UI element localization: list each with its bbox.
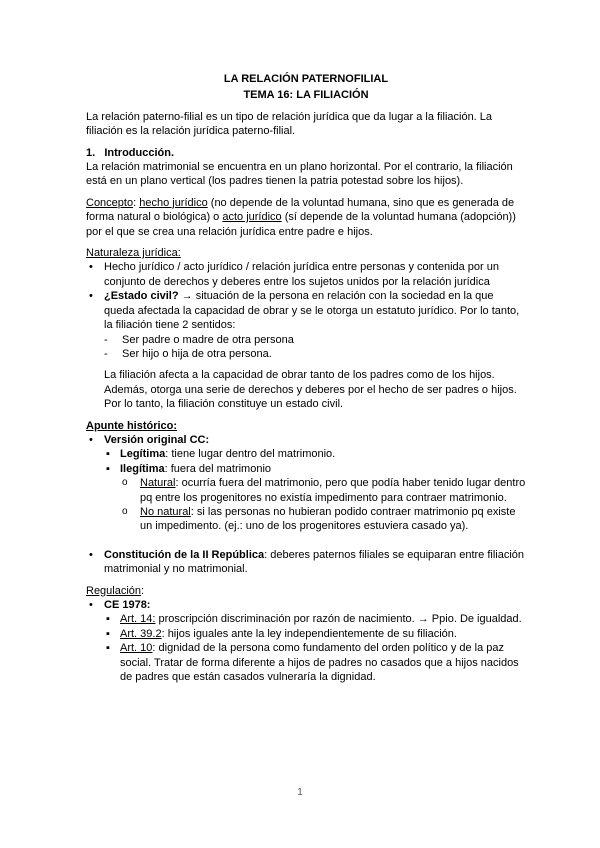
list-item: o Natural: ocurría fuera del matrimonio, pero que podía haber tenido lugar dentro pq entre los progenitores no existía impedimento para contraer matrimonio. — [122, 477, 526, 504]
square-bullet-icon: ▪ — [106, 448, 110, 461]
circle-bullet-icon: o — [122, 477, 128, 489]
section-number: 1. — [86, 146, 96, 159]
page-number: 1 — [297, 787, 303, 798]
naturaleza-paragraph: La filiación afecta a la capacidad de obrar tanto de los padres como de los hijos. Además, otorga una serie de derechos y deberes por el hecho de ser padres o hijos. Por lo tanto, la filiación constituye un estado civil. — [104, 369, 517, 411]
list-item: - Ser hijo o hija de otra persona. — [104, 347, 272, 360]
bullet-icon: • — [89, 290, 93, 303]
list-item: • ¿Estado civil? → situación de la persona en relación con la sociedad en la que queda afectada la capacidad de obrar y se le otorga un estatuto jurídico. Por lo tanto, la filiación tiene 2 sentidos: — [89, 290, 520, 332]
naturaleza-heading: Naturaleza jurídica: — [86, 247, 181, 260]
list-item: • Hecho jurídico / acto jurídico / relación jurídica entre personas y contenida por un conjunto de derechos y deberes entre los sujetos unidos por la relación jurídica — [89, 261, 499, 288]
square-bullet-icon: ▪ — [106, 462, 110, 475]
concepto-paragraph: Concepto: hecho jurídico (no depende de la voluntad humana, sino que es generada de forma natural o biológica) o acto jurídico (sí depende de la voluntad humana (adopción)) por el que se crea una relación jurídica entre padre e hijos. — [86, 196, 516, 238]
list-item: • Versión original CC: — [89, 433, 210, 446]
list-item: - Ser padre o madre de otra persona — [104, 333, 294, 346]
list-item: ▪ Art. 10: dignidad de la persona como fundamento del orden político y de la paz social. Tratar de forma diferente a hijos de padres no casados que a hijos nacidos de padres que están casados vulneraría la dignidad. — [106, 642, 519, 684]
bullet-icon: • — [89, 548, 93, 561]
hecho-juridico-term: hecho jurídico — [139, 196, 208, 209]
regulacion-heading: Regulación: — [86, 584, 145, 597]
square-bullet-icon: ▪ — [106, 627, 110, 640]
section-title: Introducción. — [104, 146, 175, 159]
apunte-heading: Apunte histórico: — [86, 419, 178, 432]
section-introduccion-text: La relación matrimonial se encuentra en un plano horizontal. Por el contrario, la filiación está en un plano vertical (los padres tienen la patria potestad sobre los hijos). — [86, 161, 513, 188]
intro-paragraph: La relación paterno-filial es un tipo de relación jurídica que da lugar a la filiación. La filiación es la relación jurídica paterno-filial. — [86, 110, 493, 138]
list-item: ▪ Art. 39.2: hijos iguales ante la ley independientemente de su filiación. — [106, 627, 457, 640]
acto-juridico-term: acto jurídico — [222, 211, 282, 224]
circle-bullet-icon: o — [122, 505, 128, 517]
square-bullet-icon: ▪ — [106, 613, 110, 626]
dash-icon: - — [104, 333, 108, 346]
bullet-icon: • — [89, 261, 93, 274]
list-item: ▪ Art. 14: proscripción discriminación por razón de nacimiento. → Ppio. De igualdad. — [106, 613, 522, 626]
bullet-icon: • — [89, 599, 93, 611]
bullet-icon: • — [89, 433, 93, 446]
list-item: • CE 1978: — [89, 599, 151, 611]
list-item: ▪ Legítima: tiene lugar dentro del matrimonio. — [106, 448, 336, 461]
document-title: LA RELACIÓN PATERNOFILIAL — [223, 73, 389, 85]
dash-icon: - — [104, 347, 108, 360]
list-item: • Constitución de la II República: deberes paternos filiales se equiparan entre filiación matrimonial y no matrimonial. — [89, 548, 525, 576]
concepto-label: Concepto — [86, 196, 134, 209]
document-subtitle: TEMA 16: LA FILIACIÓN — [243, 89, 369, 102]
document-page — [86, 72, 526, 684]
square-bullet-icon: ▪ — [106, 642, 110, 655]
list-item: ▪ Ilegítima: fuera del matrimonio — [106, 462, 272, 475]
section-introduccion-heading — [86, 146, 526, 160]
list-item: o No natural: si las personas no hubieran podido contraer matrimonio pq existe un impedimento. (ej.: uno de los progenitores estuviera casado ya). — [122, 505, 516, 533]
